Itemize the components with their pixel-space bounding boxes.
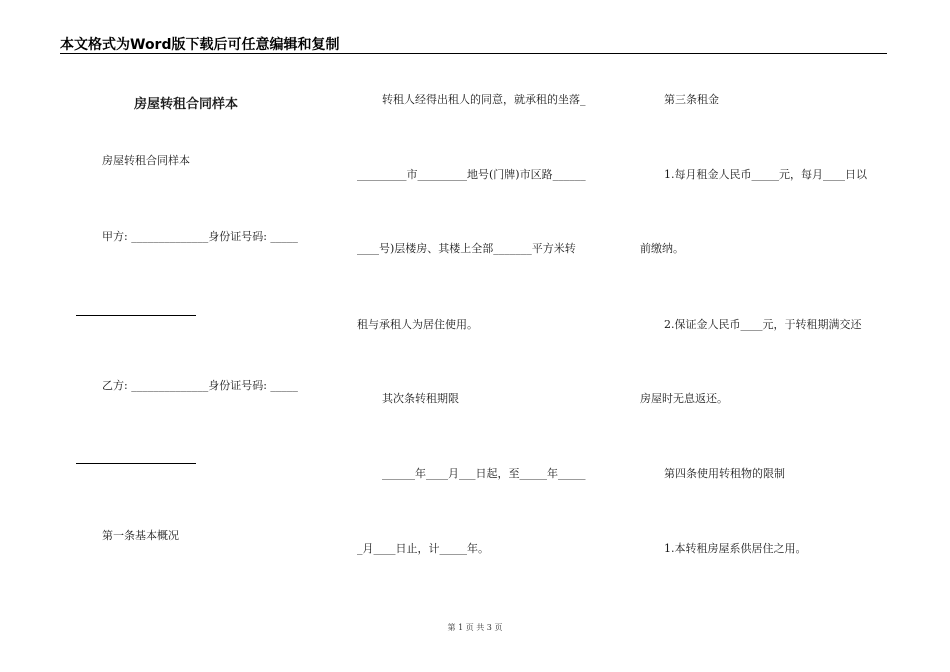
article-4-heading: 第四条使用转租物的限制 xyxy=(664,467,785,480)
col3-line-2: 1.每月租金人民币_____元，每月____日以 xyxy=(664,168,867,181)
article-2-heading: 其次条转租期限 xyxy=(382,392,459,405)
document-header: 本文格式为Word版下载后可任意编辑和复制 xyxy=(60,37,340,53)
col2-line-7: _月____日止，计_____年。 xyxy=(357,542,489,555)
col3-line-4: 2.保证金人民币____元，于转租期满交还 xyxy=(664,318,862,331)
party-b-line: 乙方: ______________身份证号码: _____ xyxy=(102,379,298,392)
col2-line-4: 租与承租人为居住使用。 xyxy=(357,318,478,331)
col2-line-6: ______年____月___日起，至_____年_____ xyxy=(382,467,586,480)
header-rule xyxy=(60,53,887,54)
page-number: 第 1 页 共 3 页 xyxy=(447,623,503,632)
col3-line-7: 1.本转租房屋系供居住之用。 xyxy=(664,542,807,555)
col3-line-5: 房屋时无息返还。 xyxy=(640,392,728,405)
article-1-heading: 第一条基本概况 xyxy=(102,529,179,542)
contract-title: 房屋转租合同样本 xyxy=(134,97,239,112)
party-a-blank-line xyxy=(76,315,196,316)
col2-line-1: 转租人经得出租人的同意，就承租的坐落_ xyxy=(382,93,586,106)
article-3-heading: 第三条租金 xyxy=(664,93,719,106)
party-b-blank-line xyxy=(76,463,196,464)
col2-line-3: ____号)层楼房、其楼上全部_______平方米转 xyxy=(357,242,576,255)
col2-line-2: _________市_________地号(门牌)市区路______ xyxy=(357,168,586,181)
contract-subtitle: 房屋转租合同样本 xyxy=(102,154,190,167)
party-a-line: 甲方: ______________身份证号码: _____ xyxy=(102,230,298,243)
col3-line-3: 前缴纳。 xyxy=(640,242,684,255)
